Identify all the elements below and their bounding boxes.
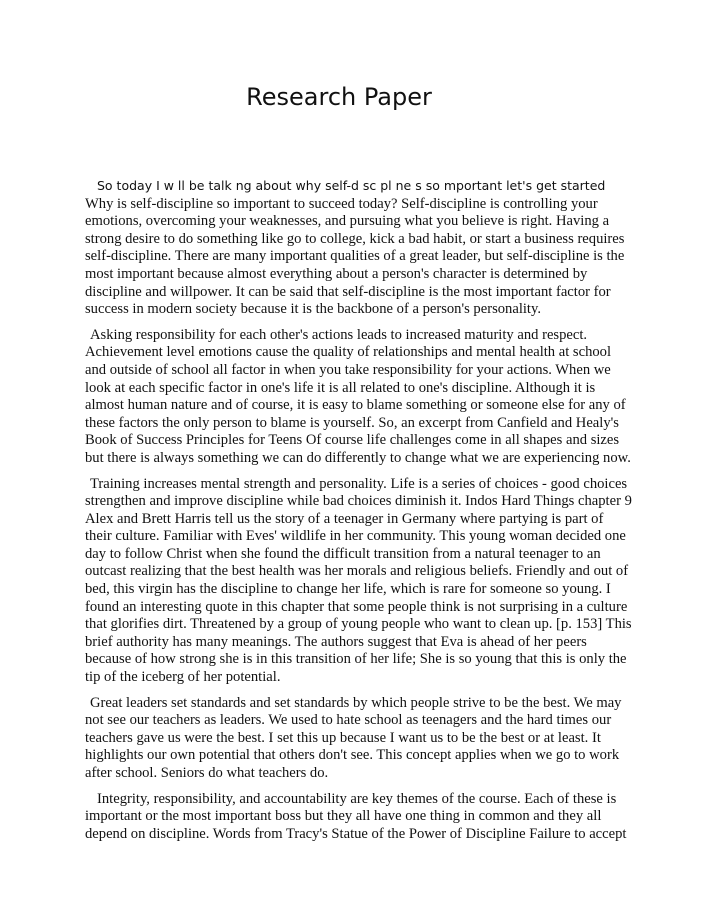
paragraph-1-lead: So today I w ll be talk ng about why self-d sc pl ne s so mportant let's get started <box>97 178 606 193</box>
paragraph-2-text: Asking responsibility for each other's actions leads to increased maturity and respect. Achievement level emotions cause the quality of relationships and mental health at school and outside of school all factor in when you take responsibility for your actions. When we look at each specific factor in one's life it is all related to one's discipline. Although it is almost human nature and of course, it is easy to blame something or someone else for any of these factors the only person to blame is yourself. So, an excerpt from Canfield and Healy's Book of Success Principles for Teens Of course life challenges come in all shapes and sizes but there is always something we can do differently to change what we are experiencing now. <box>85 326 631 466</box>
paragraph-1 <box>85 177 633 319</box>
paragraph-2 <box>85 327 633 468</box>
paragraph-5 <box>85 791 633 844</box>
paragraph-1-text: Why is self-discipline so important to succeed today? Self-discipline is controlling your emotions, overcoming your weaknesses, and pursuing what you believe is right. Having a strong desire to do something like go to college, kick a bad habit, or start a business requires self-discipline. There are many important qualities of a great leader, but self-discipline is the most important because almost everything about a person's character is determined by discipline and willpower. It can be said that self-discipline is the most important factor for success in modern society because it is the backbone of a person's personality. <box>85 195 625 318</box>
paragraph-5-text: Integrity, responsibility, and accountability are key themes of the course. Each of these is important or the most important boss but they all have one thing in common and they all depend on discipline. Words from Tracy's Statue of the Power of Discipline Failure to accept <box>85 790 627 842</box>
paragraph-4-text: Great leaders set standards and set standards by which people strive to be the best. We may not see our teachers as leaders. We used to hate school as teenagers and the hard times our teachers gave us were the best. I set this up because I want us to be the best or at least. It highlights our own potential that others don't see. This concept applies when we go to work after school. Seniors do what teachers do. <box>85 694 622 781</box>
paragraph-3-text: Training increases mental strength and personality. Life is a series of choices - good choices strengthen and improve discipline while bad choices diminish it. Indos Hard Things chapter 9 Alex and Brett Harris tell us the story of a teenager in Germany where partying is part of their culture. Familiar with Eves' wildlife in her community. This young woman decided one day to follow Christ when she found the difficult transition from a natural teenager to an outcast realizing that the best health was her morals and religious beliefs. Friendly and out of bed, this virgin has the discipline to change her life, which is rare for someone so young. I found an interesting quote in this chapter that some people think is not surprising in a culture that glorifies dirt. Threatened by a group of young people who want to clean up. [p. 153] This brief authority has many meanings. The authors suggest that Eva is ahead of her peers because of how strong she is in this transition of her life; She is so young that this is only the tip of the iceberg of her potential. <box>85 475 632 686</box>
document-body <box>85 177 633 851</box>
document-title: Research Paper <box>246 83 432 111</box>
paragraph-3 <box>85 476 633 687</box>
paragraph-4 <box>85 695 633 783</box>
